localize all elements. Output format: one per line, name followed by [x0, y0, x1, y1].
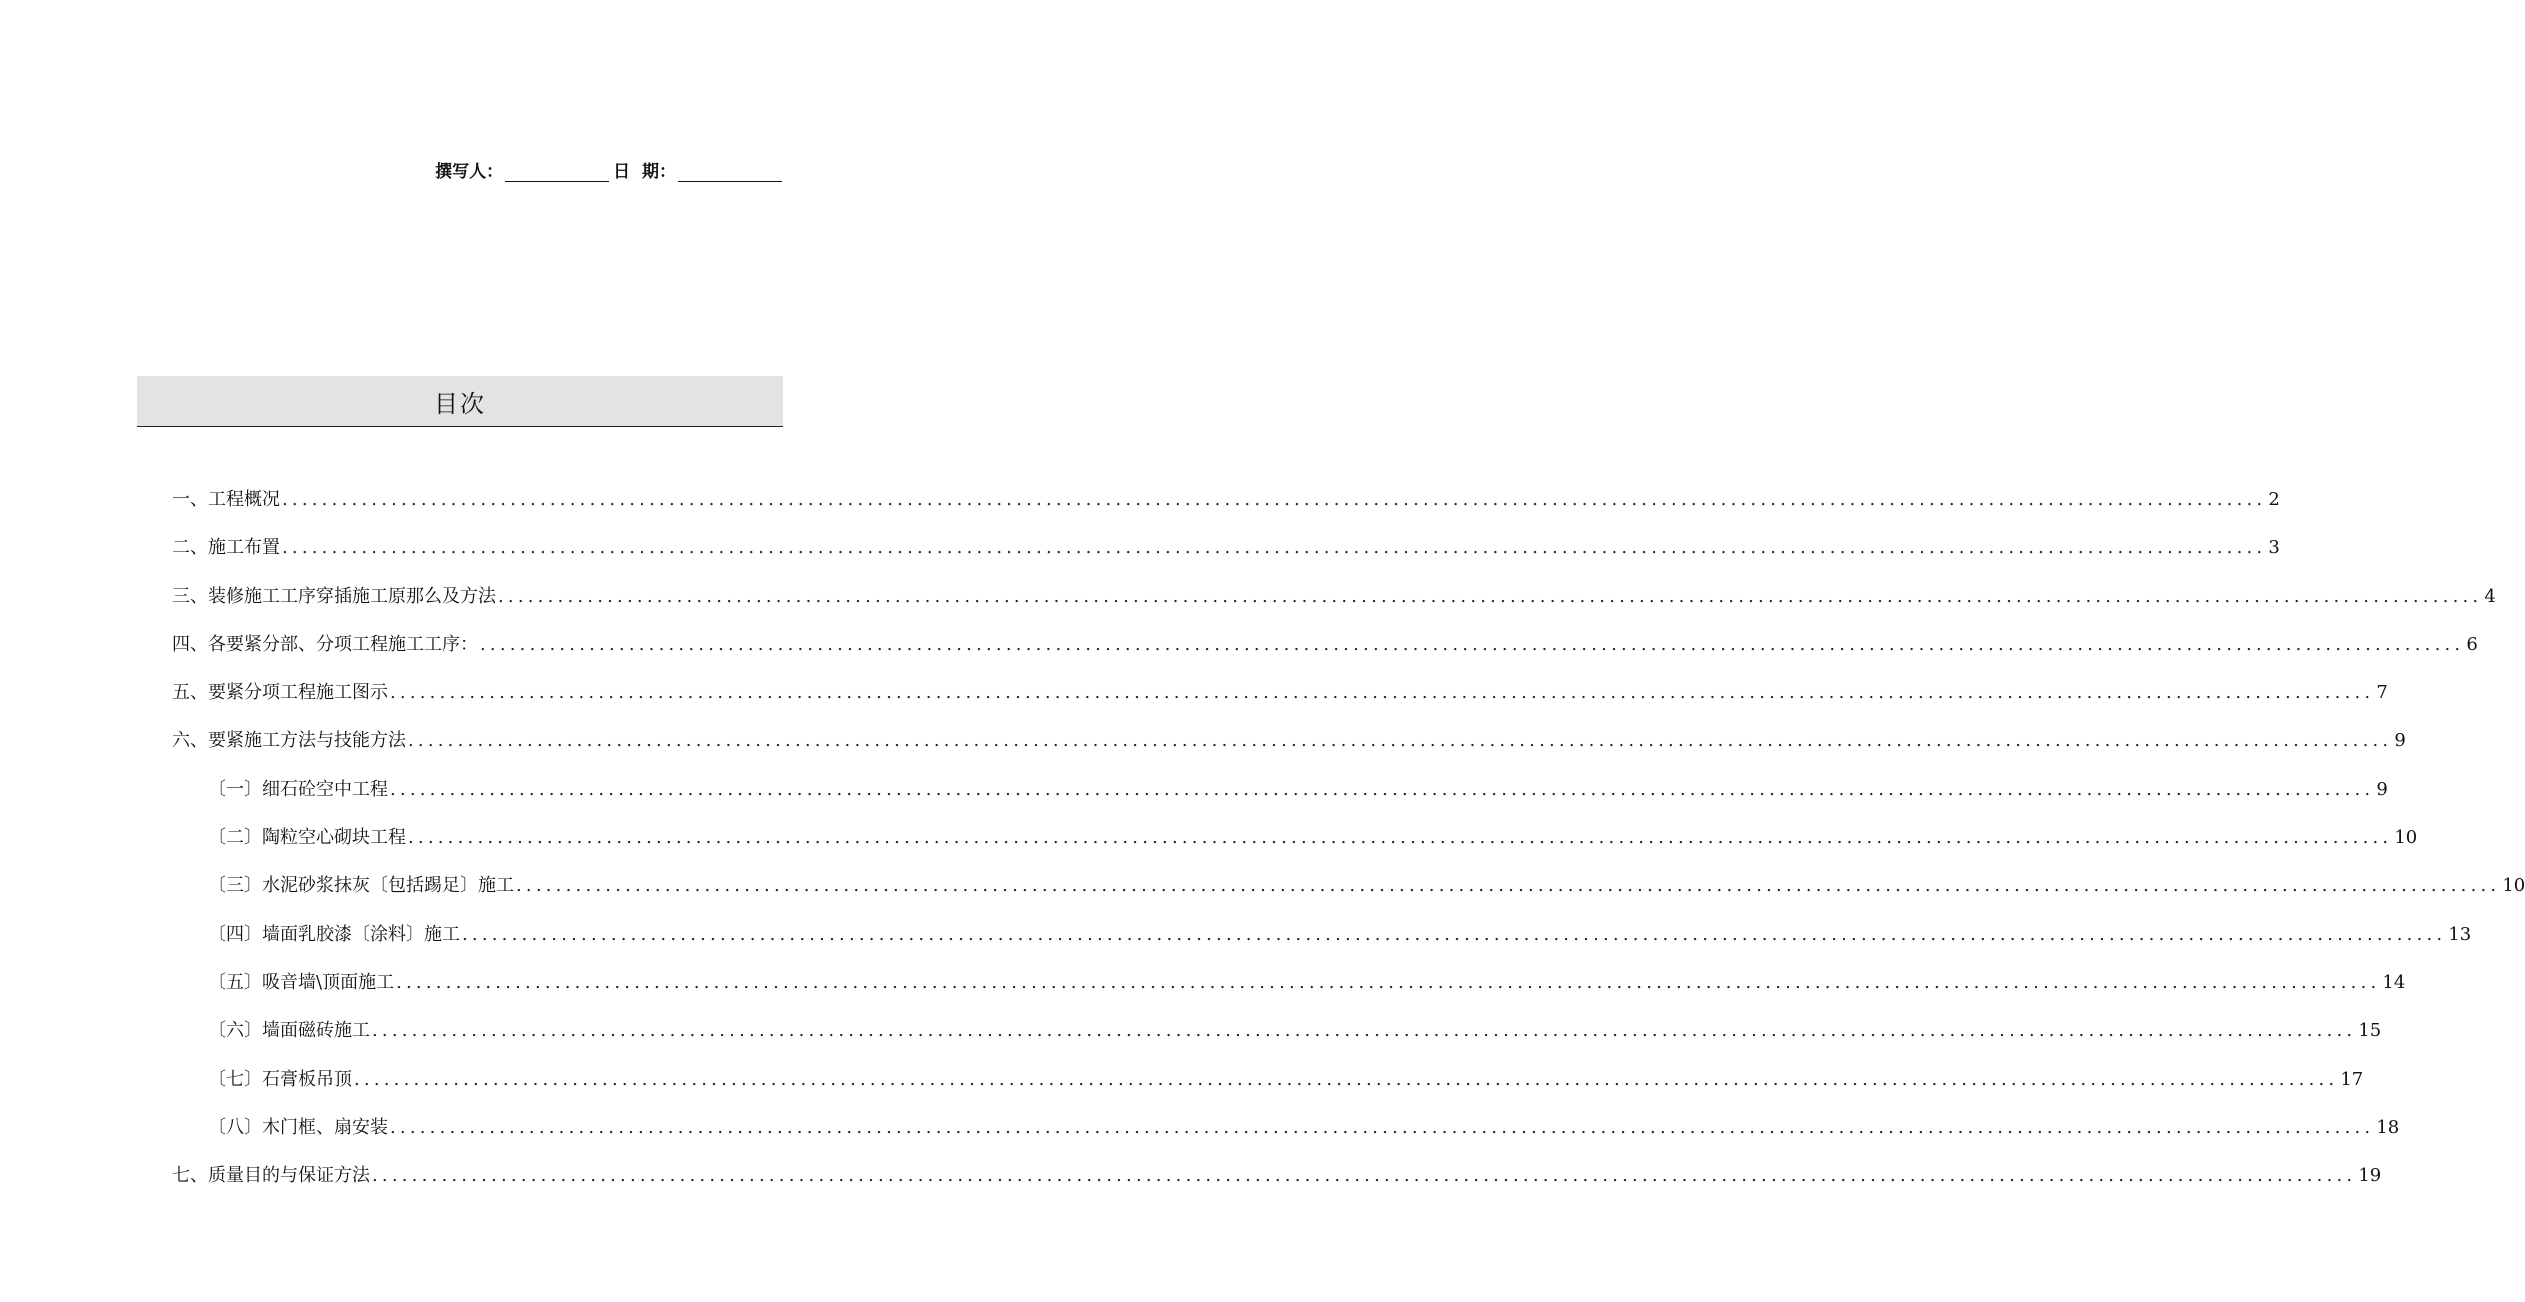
toc-leader-dots: ........................................................................................................................................................................................................: [390, 1116, 2375, 1138]
toc-entry-text: 五、要紧分项工程施工图示: [172, 682, 388, 704]
toc-leader-dots: ........................................................................................................................................................................................................: [462, 923, 2447, 945]
toc-entry-text: 〔二〕陶粒空心砌块工程: [208, 827, 406, 849]
toc-leader-dots: ........................................................................................................................................................................................................: [282, 537, 2267, 559]
toc-entry[interactable]: [172, 959, 2406, 1007]
toc-leader-dots: ........................................................................................................................................................................................................: [516, 875, 2501, 897]
toc-entry-text: 二、施工布置: [172, 537, 280, 559]
toc-page-number: 9: [2376, 778, 2388, 800]
toc-entry-text: 六、要紧施工方法与技能方法: [172, 730, 406, 752]
toc-page-number: 13: [2448, 923, 2472, 945]
toc-page-number: 18: [2376, 1116, 2400, 1138]
toc-entry-text: 〔五〕吸音墙\顶面施工: [208, 971, 395, 993]
toc-page-number: 14: [2382, 971, 2406, 993]
author-blank: [505, 162, 609, 182]
toc-page-number: 7: [2376, 682, 2388, 704]
toc-entry[interactable]: [172, 1152, 2382, 1200]
toc-page-number: 17: [2340, 1068, 2364, 1090]
toc-entry[interactable]: [172, 573, 2496, 621]
toc-leader-dots: ........................................................................................................................................................................................................: [408, 730, 2393, 752]
toc-list: [172, 476, 2525, 1200]
toc-entry-text: 〔三〕水泥砂浆抹灰〔包括踢足〕施工: [208, 875, 514, 897]
toc-entry[interactable]: [172, 862, 2525, 910]
toc-entry[interactable]: [172, 476, 2280, 524]
author-date-line: [435, 160, 782, 184]
toc-entry-text: 〔四〕墙面乳胶漆〔涂料〕施工: [208, 923, 460, 945]
toc-leader-dots: ........................................................................................................................................................................................................: [498, 585, 2483, 607]
toc-leader-dots: ........................................................................................................................................................................................................: [396, 971, 2381, 993]
toc-header: [137, 376, 783, 427]
toc-leader-dots: ........................................................................................................................................................................................................: [390, 778, 2375, 800]
toc-leader-dots: ........................................................................................................................................................................................................: [372, 1165, 2357, 1187]
toc-entry[interactable]: [172, 717, 2406, 765]
toc-entry-text: 〔六〕墙面磁砖施工: [208, 1020, 370, 1042]
toc-leader-dots: ........................................................................................................................................................................................................: [282, 489, 2267, 510]
date-label: 日 期：: [613, 162, 676, 182]
toc-leader-dots: ........................................................................................................................................................................................................: [408, 827, 2393, 849]
toc-page-number: 3: [2268, 537, 2280, 559]
toc-entry[interactable]: [172, 621, 2478, 669]
toc-page-number: 10: [2394, 827, 2418, 849]
toc-page-number: 15: [2358, 1020, 2382, 1042]
toc-page-number: 6: [2466, 633, 2478, 655]
toc-entry[interactable]: [172, 669, 2388, 717]
toc-entry-text: 〔一〕细石砼空中工程: [208, 778, 388, 800]
toc-entry-text: 〔八〕木门框、扇安装: [208, 1116, 388, 1138]
toc-title: 目次: [434, 389, 486, 418]
date-blank: [678, 162, 782, 182]
toc-entry-text: 〔七〕石膏板吊顶: [208, 1068, 352, 1090]
toc-entry-text: 七、质量目的与保证方法: [172, 1165, 370, 1187]
toc-entry[interactable]: [172, 524, 2280, 572]
toc-leader-dots: ........................................................................................................................................................................................................: [354, 1068, 2339, 1090]
toc-leader-dots: ........................................................................................................................................................................................................: [390, 682, 2375, 704]
toc-page-number: 4: [2484, 585, 2496, 607]
toc-page-number: 2: [2268, 489, 2280, 510]
toc-leader-dots: ........................................................................................................................................................................................................: [480, 633, 2465, 655]
author-label: 撰写人：: [435, 162, 504, 182]
toc-entry-text: 一、工程概况: [172, 489, 280, 510]
toc-page-number: 10: [2502, 875, 2525, 897]
toc-entry-text: 四、各要紧分部、分项工程施工工序：: [172, 633, 478, 655]
toc-entry[interactable]: [172, 1056, 2364, 1104]
toc-entry[interactable]: [172, 766, 2388, 814]
toc-entry[interactable]: [172, 1104, 2400, 1152]
toc-leader-dots: ........................................................................................................................................................................................................: [372, 1020, 2357, 1042]
toc-page-number: 19: [2358, 1165, 2382, 1187]
toc-entry-text: 三、装修施工工序穿插施工原那么及方法: [172, 585, 496, 607]
toc-page-number: 9: [2394, 730, 2406, 752]
toc-entry[interactable]: [172, 814, 2418, 862]
toc-entry[interactable]: [172, 1007, 2382, 1055]
toc-entry[interactable]: [172, 911, 2472, 959]
